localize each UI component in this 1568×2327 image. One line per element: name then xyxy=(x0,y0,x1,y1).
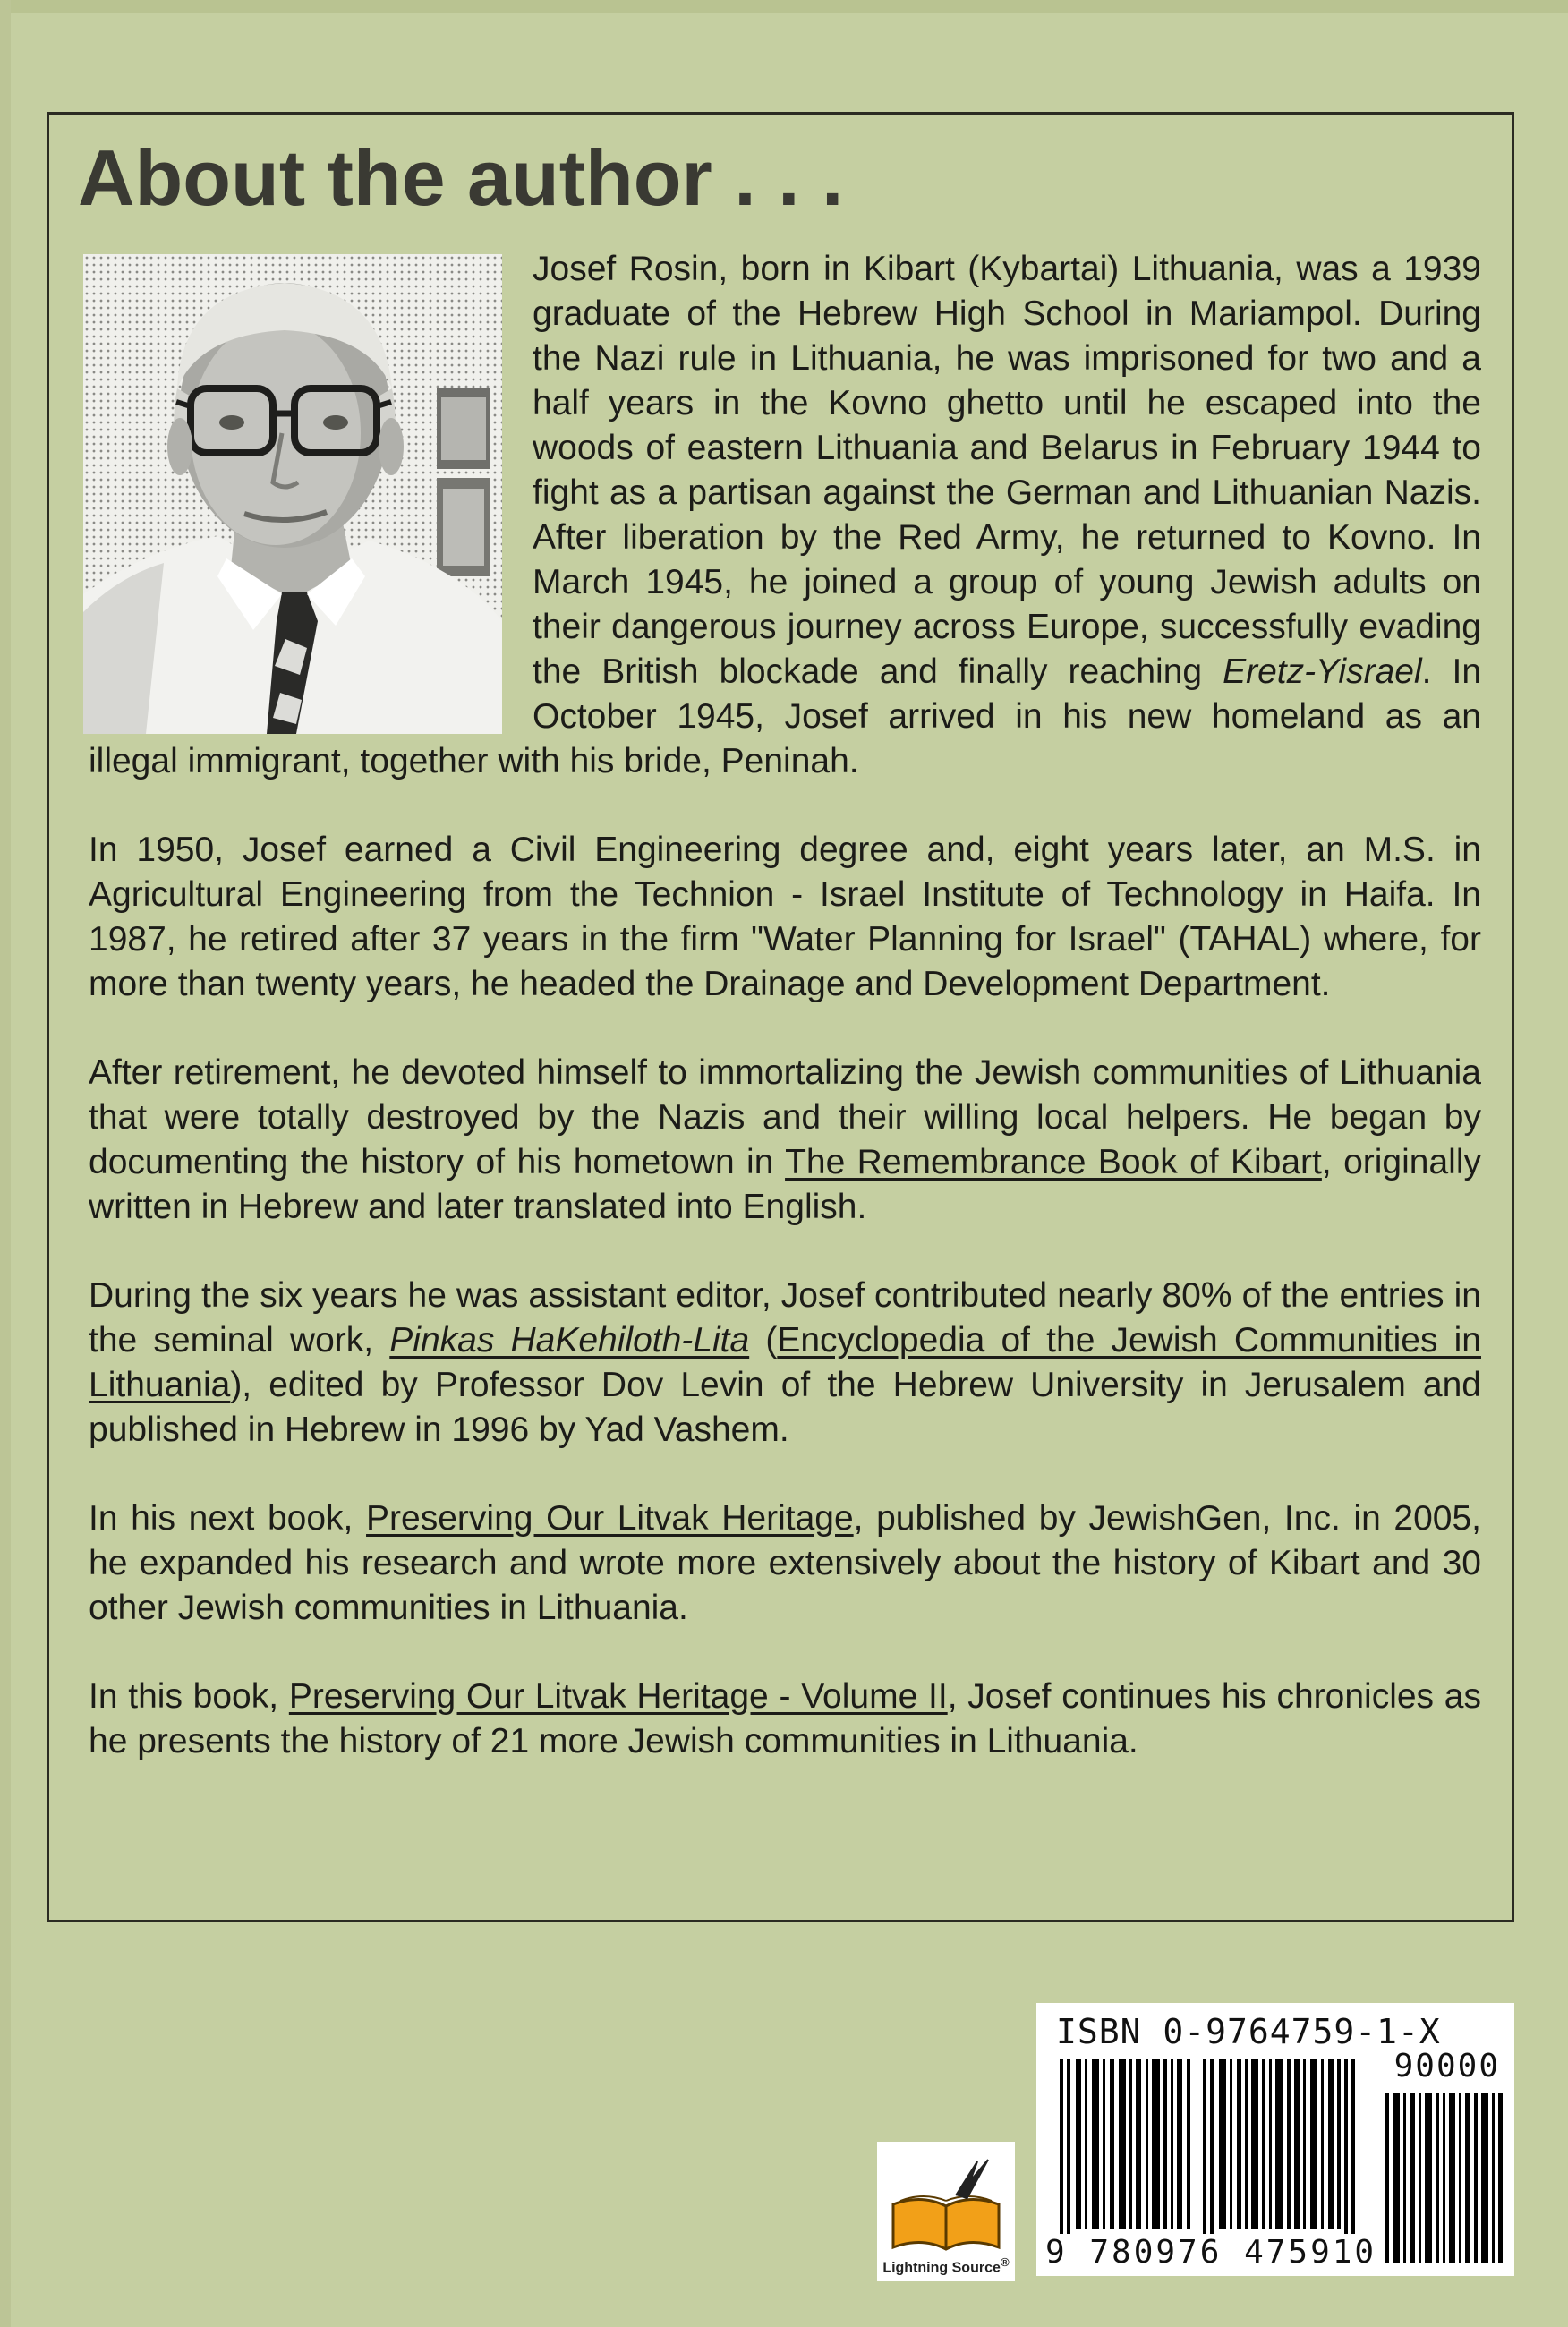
bio-paragraph-1: Josef Rosin, born in Kibart (Kybartai) Lithuania, was a 1939 graduate of the Hebrew High School in Mariampol. During the Nazi rule in Lithuania, he was imprisoned for two and a half years in the Kovno ghetto until he escaped into the woods of eastern Lithuania and Belarus in February 1944 to fight as a partisan against the German and Lithuanian Nazis. After liberation by the Red Army, he returned to Kovno. In March 1945, he joined a group of young Jewish adults on their dangerous journey across Europe, successfully evading the British blockade and finally reaching Eretz-Yisrael. In October 1945, Josef arrived in his new homeland as an illegal immigrant, together with his bride, Peninah. xyxy=(89,250,1482,780)
book-title-encyclopedia: Encyclopedia of the Jewish Communities in Lithuania xyxy=(89,1321,1481,1404)
left-edge xyxy=(0,0,11,2327)
author-biography xyxy=(89,247,1481,1808)
publisher-logo xyxy=(877,2142,1015,2281)
bio-paragraph-4: During the six years he was assistant editor, Josef contributed nearly 80% of the entries in the seminal work, Pinkas HaKehiloth-Lita (Encyclopedia of the Jewish Communities in Lithuania), edited by Professor Dov Levin of the Hebrew University in Jerusalem and published in Hebrew in 1996 by Yad Vashem. xyxy=(89,1276,1481,1449)
open-book-icon xyxy=(877,2142,1015,2258)
addon-barcode-bars xyxy=(1385,2093,1505,2263)
registered-mark: ® xyxy=(1000,2255,1010,2269)
book-title-preserving-vol2: Preserving Our Litvak Heritage - Volume II xyxy=(288,1677,948,1716)
bio-paragraph-5: In his next book, Preserving Our Litvak Heritage, published by JewishGen, Inc. in 2005, he expanded his research and wrote more extensively about the history of Kibart and 30 other Jewish communities in Lithuania. xyxy=(89,1499,1481,1627)
price-code: 90000 xyxy=(1393,2048,1500,2084)
page-title: About the author . . . xyxy=(78,133,844,222)
book-title-remembrance: The Remembrance Book of Kibart xyxy=(785,1143,1322,1181)
isbn-barcode xyxy=(1036,2003,1514,2276)
book-title-preserving: Preserving Our Litvak Heritage xyxy=(366,1499,854,1538)
ean-number: 9 780976 475910 xyxy=(1045,2234,1377,2271)
bio-paragraph-3: After retirement, he devoted himself to immortalizing the Jewish communities of Lithuania that were totally destroyed by the Nazis and their willing local helpers. He began by documenting the history of his hometown in The Remembrance Book of Kibart, originally written in Hebrew and later translated into English. xyxy=(89,1053,1482,1226)
publisher-name: Lightning Source xyxy=(882,2260,1001,2275)
author-panel xyxy=(47,112,1514,1922)
ean-barcode-bars xyxy=(1060,2058,1373,2246)
bio-paragraph-2: In 1950, Josef earned a Civil Engineering degree and, eight years later, an M.S. in Agricultural Engineering from the Technion - Israel Institute of Technology in Haifa. In 1987, he retired after 37 years in the firm "Water Planning for Israel" (TAHAL) where, for more than twenty years, he headed the Drainage and Development Department. xyxy=(89,831,1481,1003)
isbn-label: ISBN 0-9764759-1-X xyxy=(1056,2012,1441,2051)
book-title-pinkas: Pinkas HaKehiloth-Lita xyxy=(389,1321,750,1360)
top-edge xyxy=(0,0,1568,13)
bio-paragraph-6: In this book, Preserving Our Litvak Heritage - Volume II, Josef continues his chronicles as he presents the history of 21 more Jewish communities in Lithuania. xyxy=(89,1677,1481,1760)
